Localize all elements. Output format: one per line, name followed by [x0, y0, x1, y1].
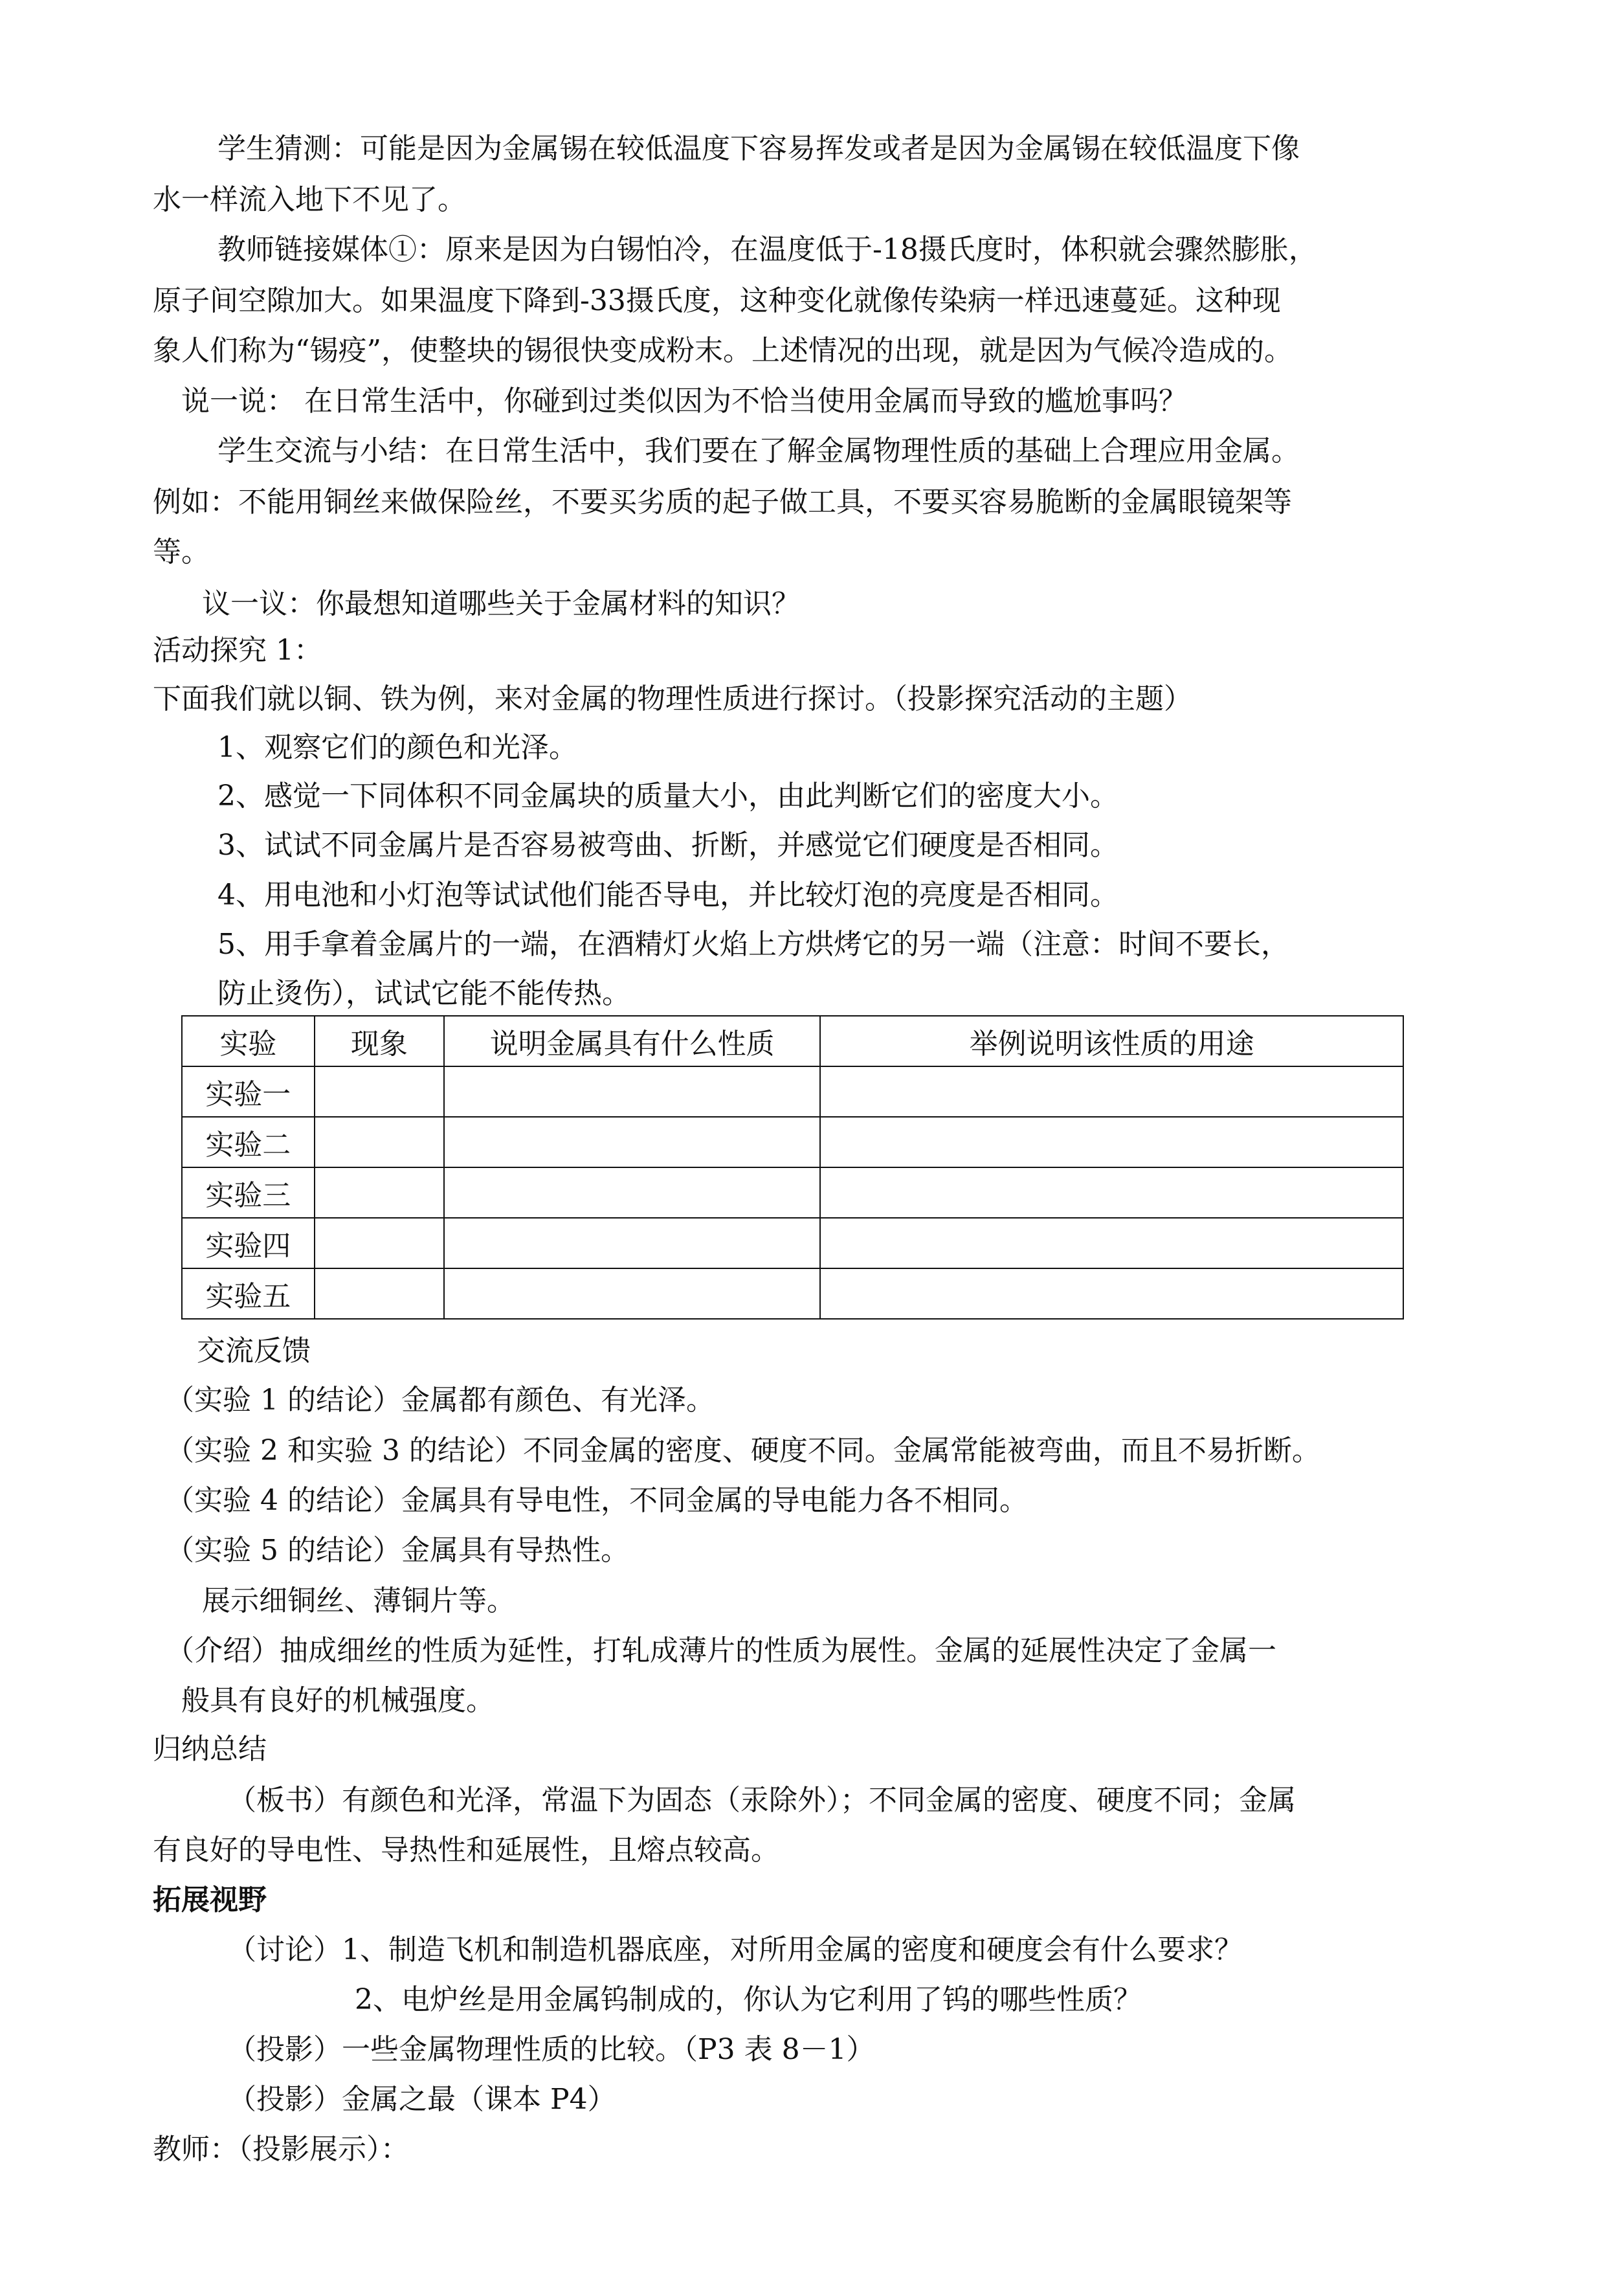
table-cell: [820, 1117, 1403, 1167]
conclusion-line: （实验 1 的结论）金属都有颜色、有光泽。: [166, 1384, 715, 1417]
table-row-label: 实验二: [182, 1117, 315, 1167]
table-header-cell: 说明金属具有什么性质: [444, 1016, 820, 1066]
paragraph-line: 例如：不能用铜丝来做保险丝，不要买劣质的起子做工具，不要买容易脆断的金属眼镜架等: [153, 486, 1292, 519]
table-cell: [444, 1117, 820, 1167]
step-item: 1、观察它们的颜色和光泽。: [217, 731, 577, 764]
paragraph-line: 教师链接媒体①：原来是因为白锡怕冷，在温度低于-18摄氏度时，体积就会骤然膨胀，: [217, 233, 1317, 266]
section-heading: 活动探究 1：: [153, 634, 322, 667]
table-header-cell: 举例说明该性质的用途: [820, 1016, 1403, 1066]
paragraph-line: （介绍）抽成细丝的性质为延性，打轧成薄片的性质为展性。金属的延展性决定了金属一: [166, 1634, 1276, 1667]
table-row-label: 实验四: [182, 1218, 315, 1268]
experiment-table: [181, 1015, 1404, 1320]
table-cell: [315, 1218, 444, 1268]
paragraph-line: 水一样流入地下不见了。: [153, 183, 466, 216]
table-cell: [444, 1167, 820, 1218]
discussion-item: （讨论）1、制造飞机和制造机器底座，对所用金属的密度和硬度会有什么要求？: [228, 1933, 1243, 1966]
table-cell: [444, 1268, 820, 1319]
table-cell: [444, 1066, 820, 1117]
paragraph-line: 等。: [153, 535, 210, 568]
table-row: [182, 1066, 1403, 1117]
table-cell: [315, 1167, 444, 1218]
table-cell: [444, 1218, 820, 1268]
paragraph-line: 原子间空隙加大。如果温度下降到-33摄氏度，这种变化就像传染病一样迅速蔓延。这种现: [153, 284, 1281, 317]
table-row-label: 实验三: [182, 1167, 315, 1218]
table-cell: [820, 1218, 1403, 1268]
discussion-item: 2、电炉丝是用金属钨制成的，你认为它利用了钨的哪些性质？: [355, 1983, 1142, 2016]
feedback-heading: 交流反馈: [197, 1334, 311, 1367]
table-header-cell: 实验: [182, 1016, 315, 1066]
table-cell: [315, 1066, 444, 1117]
table-row-label: 实验五: [182, 1268, 315, 1319]
paragraph-line: 学生交流与小结：在日常生活中，我们要在了解金属物理性质的基础上合理应用金属。: [217, 434, 1300, 467]
paragraph-line: 学生猜测：可能是因为金属锡在较低温度下容易挥发或者是因为金属锡在较低温度下像: [217, 132, 1300, 165]
paragraph-line: 说一说： 在日常生活中，你碰到过类似因为不恰当使用金属而导致的尴尬事吗？: [181, 385, 1187, 418]
table-cell: [820, 1167, 1403, 1218]
projection-line: （投影）金属之最（课本 P4）: [228, 2083, 616, 2116]
table-row-label: 实验一: [182, 1066, 315, 1117]
section-heading: 归纳总结: [153, 1733, 267, 1766]
conclusion-line: （实验 4 的结论）金属具有导电性，不同金属的导电能力各不相同。: [166, 1484, 1028, 1517]
paragraph-line: （板书）有颜色和光泽，常温下为固态（汞除外）；不同金属的密度、硬度不同；金属: [228, 1784, 1296, 1817]
table-cell: [315, 1117, 444, 1167]
paragraph-line: 象人们称为“锡疫”，使整块的锡很快变成粉末。上述情况的出现，就是因为气候冷造成的。: [153, 334, 1293, 367]
table-header-row: [182, 1016, 1403, 1066]
table-row: [182, 1218, 1403, 1268]
paragraph-line: 有良好的导电性、导热性和延展性，且熔点较高。: [153, 1834, 779, 1867]
paragraph-line: 议一议：你最想知道哪些关于金属材料的知识？: [202, 587, 800, 620]
conclusion-line: （实验 5 的结论）金属具有导热性。: [166, 1534, 629, 1567]
step-item: 防止烫伤），试试它能不能传热。: [217, 977, 630, 1010]
table-row: [182, 1268, 1403, 1319]
step-item: 5、用手拿着金属片的一端，在酒精灯火焰上方烘烤它的另一端（注意：时间不要长，: [217, 928, 1289, 961]
section-heading: 拓展视野: [153, 1883, 267, 1916]
paragraph-line: 般具有良好的机械强度。: [181, 1684, 495, 1717]
projection-line: （投影）一些金属物理性质的比较。（P3 表 8－1）: [228, 2033, 875, 2066]
conclusion-line: （实验 2 和实验 3 的结论）不同金属的密度、硬度不同。金属常能被弯曲，而且不易折断。: [166, 1434, 1320, 1467]
step-item: 4、用电池和小灯泡等试试他们能否导电，并比较灯泡的亮度是否相同。: [217, 879, 1118, 912]
table-row: [182, 1167, 1403, 1218]
step-item: 3、试试不同金属片是否容易被弯曲、折断，并感觉它们硬度是否相同。: [217, 829, 1118, 862]
paragraph-line: 教师：（投影展示）：: [153, 2133, 409, 2166]
table-cell: [820, 1066, 1403, 1117]
table-cell: [820, 1268, 1403, 1319]
table-header-cell: 现象: [315, 1016, 444, 1066]
paragraph-line: 展示细铜丝、薄铜片等。: [202, 1584, 515, 1617]
table-row: [182, 1117, 1403, 1167]
table-cell: [315, 1268, 444, 1319]
step-item: 2、感觉一下同体积不同金属块的质量大小，由此判断它们的密度大小。: [217, 780, 1118, 813]
paragraph-line: 下面我们就以铜、铁为例，来对金属的物理性质进行探讨。（投影探究活动的主题）: [153, 682, 1192, 715]
